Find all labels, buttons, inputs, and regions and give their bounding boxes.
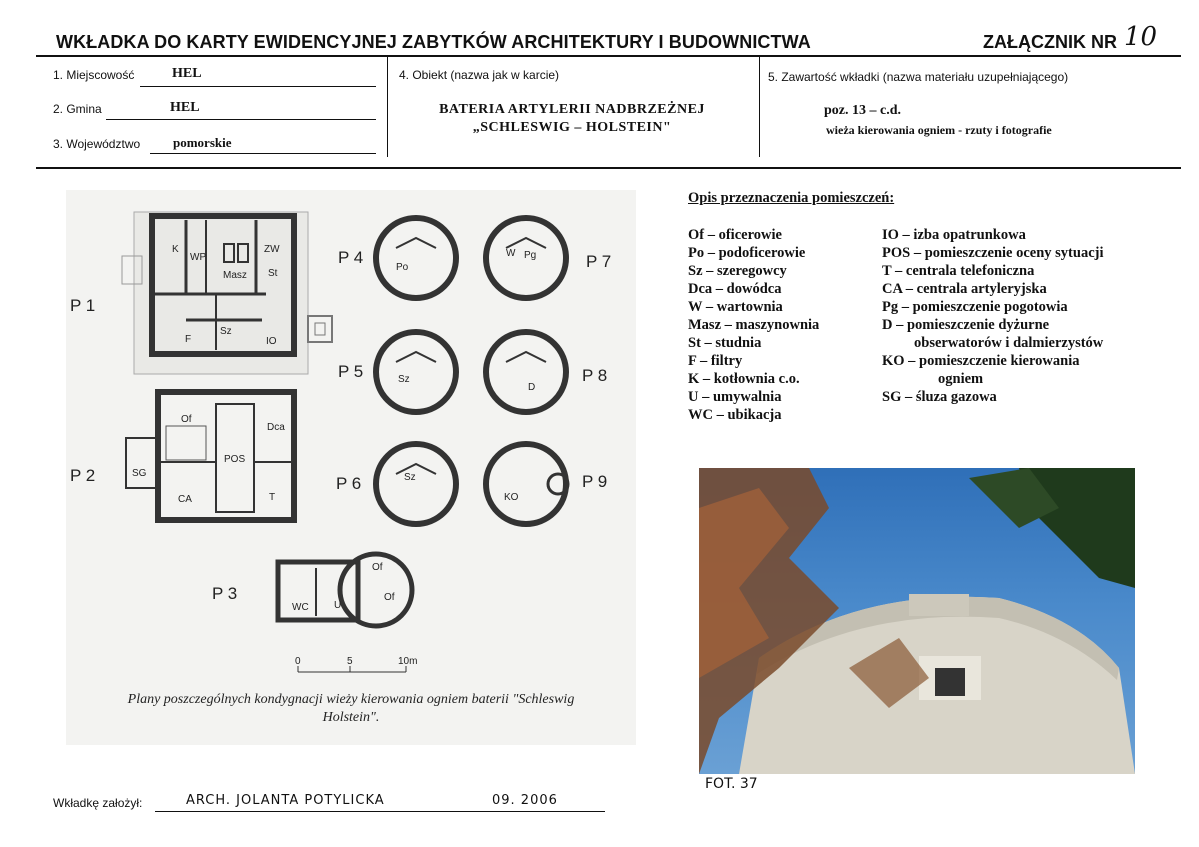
plans-caption-line2: Holstein". <box>322 710 380 725</box>
column-divider-2 <box>759 57 760 157</box>
room-p3-of-2: Of <box>384 592 395 603</box>
commune-underline <box>106 119 376 120</box>
room-p2-sg: SG <box>132 468 147 479</box>
legend-item: U – umywalnia <box>688 389 782 405</box>
legend-item: POS – pomieszczenie oceny sytuacji <box>882 245 1104 261</box>
room-p6-sz: Sz <box>404 472 416 483</box>
footer-underline <box>155 811 605 812</box>
plan-p5 <box>376 332 456 412</box>
plan-label-p2: P 2 <box>70 466 96 485</box>
plan-p3 <box>278 554 412 626</box>
legend-item: WC – ubikacja <box>688 407 782 423</box>
plan-label-p7: P 7 <box>586 252 612 271</box>
tower-photo-drawing <box>699 468 1135 774</box>
scale-label-10m: 10m <box>398 656 418 667</box>
annex-number: 10 <box>1124 22 1158 52</box>
object-name-line2: „SCHLESWIG – HOLSTEIN" <box>472 120 672 135</box>
floor-plans-drawing <box>66 190 636 745</box>
commune-label: 2. Gmina <box>53 102 102 116</box>
room-p7-pg: Pg <box>524 250 537 261</box>
legend-item: W – wartownia <box>688 299 783 315</box>
plan-label-p5: P 5 <box>338 362 364 381</box>
legend-item: Dca – dowódca <box>688 281 782 297</box>
legend-item: Pg – pomieszczenie pogotowia <box>882 299 1068 315</box>
locality-value: HEL <box>172 66 202 81</box>
legend-left-column <box>688 226 819 424</box>
room-p2-of: Of <box>181 414 192 425</box>
plan-label-p3: P 3 <box>212 584 238 603</box>
object-name-line1: BATERIA ARTYLERII NADBRZEŻNEJ <box>439 102 705 117</box>
room-p2-dca: Dca <box>267 422 285 433</box>
footer-author: ARCH. JOLANTA POTYLICKA <box>186 793 385 808</box>
room-p1-wp: WP <box>190 252 207 263</box>
legend-item: T – centrala telefoniczna <box>882 263 1035 279</box>
annex-label: ZAŁĄCZNIK NR <box>983 32 1117 52</box>
commune-value: HEL <box>170 100 200 115</box>
legend-item: ogniem <box>938 371 984 387</box>
column-divider-1 <box>387 57 388 157</box>
legend-item: IO – izba opatrunkowa <box>882 227 1026 243</box>
room-p3-u: U <box>334 600 342 611</box>
plan-label-p6: P 6 <box>336 474 362 493</box>
room-p8-d: D <box>528 382 536 393</box>
legend-item: Of – oficerowie <box>688 227 782 243</box>
content-line2: wieża kierowania ogniem - rzuty i fotografie <box>826 123 1052 137</box>
room-p3-wc: WC <box>292 602 309 613</box>
voivodeship-label: 3. Województwo <box>53 137 141 151</box>
room-p1-sz: Sz <box>220 326 232 337</box>
fields-bottom-rule <box>36 167 1181 169</box>
locality-underline <box>140 86 376 87</box>
room-p4-po: Po <box>396 262 409 273</box>
voivodeship-value: pomorskie <box>173 135 232 150</box>
legend-item: F – filtry <box>688 353 743 369</box>
plan-p9 <box>486 444 568 524</box>
plans-caption-line1: Plany poszczególnych kondygnacji wieży kierowania ogniem baterii "Schleswig <box>127 692 575 707</box>
legend-item: D – pomieszczenie dyżurne <box>882 317 1050 333</box>
locality-label: 1. Miejscowość <box>53 68 135 82</box>
legend-item: K – kotłownia c.o. <box>688 371 800 387</box>
legend-item: Po – podoficerowie <box>688 245 806 261</box>
room-p2-ca: CA <box>178 494 192 505</box>
plan-label-p9: P 9 <box>582 472 608 491</box>
room-p1-masz: Masz <box>223 270 247 281</box>
plan-p6 <box>376 444 456 524</box>
room-p1-k: K <box>172 244 179 255</box>
object-label: 4. Obiekt (nazwa jak w karcie) <box>399 68 560 82</box>
voivodeship-underline <box>150 153 376 154</box>
scale-label-0: 0 <box>295 656 301 667</box>
room-p1-f: F <box>185 334 192 345</box>
room-p5-sz: Sz <box>398 374 410 385</box>
legend-item: St – studnia <box>688 335 762 351</box>
photo-caption: FOT. 37 <box>705 776 758 792</box>
legend-item: Sz – szeregowcy <box>688 263 787 279</box>
content-line1: poz. 13 – c.d. <box>824 103 901 118</box>
floor-plans-figure <box>66 190 636 745</box>
room-p2-pos: POS <box>224 454 246 465</box>
footer-date: 09. 2006 <box>492 793 558 808</box>
legend-title: Opis przeznaczenia pomieszczeń: <box>688 190 895 206</box>
plan-p4 <box>376 218 456 298</box>
room-p1-st: St <box>268 268 278 279</box>
plan-p1 <box>122 212 332 374</box>
room-p2-t: T <box>269 492 276 503</box>
scale-label-5: 5 <box>347 656 353 667</box>
legend-right-column <box>882 226 1104 406</box>
plan-p8 <box>486 332 566 412</box>
legend-item: obserwatorów i dalmierzystów <box>914 335 1104 351</box>
legend-item: KO – pomieszczenie kierowania <box>882 353 1080 369</box>
plan-label-p8: P 8 <box>582 366 608 385</box>
document-title: WKŁADKA DO KARTY EWIDENCYJNEJ ZABYTKÓW ARCHITEKTURY I BUDOWNICTWA <box>56 32 811 52</box>
plan-label-p4: P 4 <box>338 248 364 267</box>
room-p3-of-1: Of <box>372 562 383 573</box>
room-p1-zw: ZW <box>264 244 280 255</box>
content-label: 5. Zawartość wkładki (nazwa materiału uzupełniającego) <box>768 70 1069 84</box>
room-p7-w: W <box>506 248 516 259</box>
legend-item: CA – centrala artyleryjska <box>882 281 1047 297</box>
legend-item: Masz – maszynownia <box>688 317 820 333</box>
plan-label-p1: P 1 <box>70 296 96 315</box>
legend-item: SG – śluza gazowa <box>882 389 997 405</box>
header-rule <box>36 55 1181 57</box>
room-p1-io: IO <box>266 336 277 347</box>
tower-photo <box>699 468 1135 774</box>
room-p9-ko: KO <box>504 492 519 503</box>
footer-label: Wkładkę założył: <box>53 796 143 810</box>
